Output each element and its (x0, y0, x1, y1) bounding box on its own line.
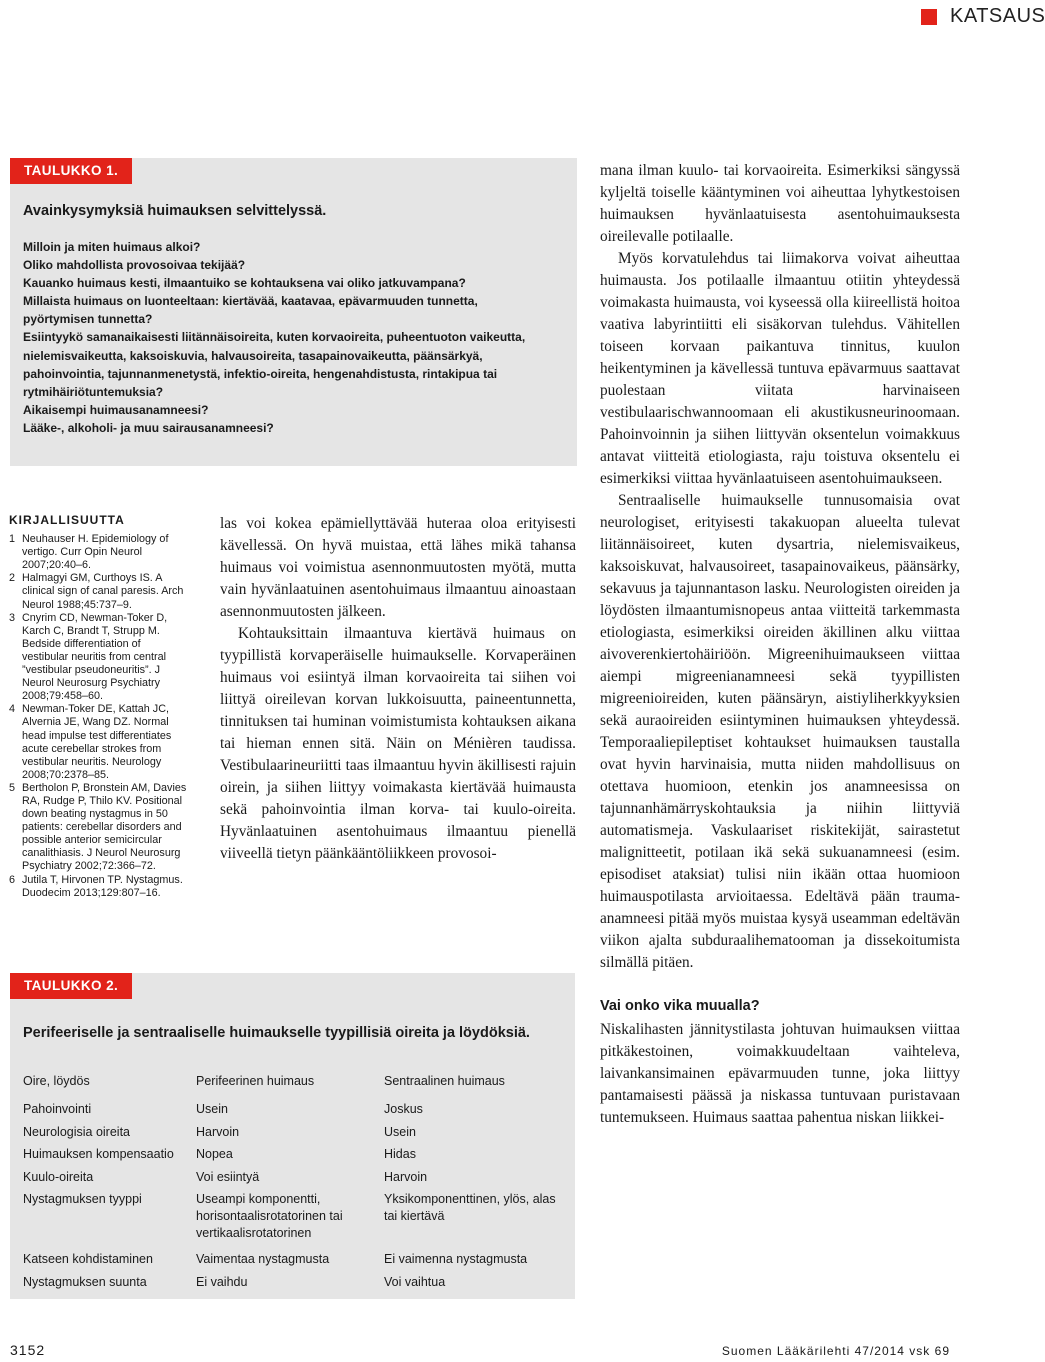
body-column-3 (600, 160, 960, 1129)
reference-item (9, 612, 189, 704)
table-cell: Vaimentaa nystagmusta (196, 1252, 330, 1266)
reference-item (9, 874, 189, 900)
table-cell: Nystagmuksen suunta (23, 1275, 147, 1289)
section-header (921, 5, 1045, 28)
table-cell: Pahoinvointi (23, 1102, 92, 1116)
reference-text: Jutila T, Hirvonen TP. Nystagmus. Duodecim 2013;129:807–16. (22, 873, 183, 899)
table-cell: Nopea (196, 1147, 233, 1161)
table-cell: Neurologisia oireita (23, 1125, 131, 1139)
table-cell: Ei vaihdu (196, 1275, 248, 1289)
body-paragraph: mana ilman kuulo- tai korvaoireita. Esimerkiksi sängyssä kyljeltä toiselle kääntyminen voi aiheuttaa lyhytkestoisen huimauksen hyvänlaatuisesta asentohuimauksesta oireilevalle potilaalle. (600, 162, 960, 245)
table-cell: Useampi komponentti, horisontaalisrotatorinen tai vertikaalisrotatorinen (196, 1192, 343, 1240)
table-cell: Ei vaimenna nystagmusta (384, 1252, 528, 1266)
table-1-box (10, 158, 577, 466)
table-2-title: Perifeeriselle ja sentraaliselle huimaukselle tyypillisiä oireita ja löydöksiä. (23, 1025, 530, 1041)
table-2-box (10, 973, 575, 1299)
question-line: Lääke-, alkoholi- ja muu sairausanamneesi? (23, 420, 274, 435)
table-row (23, 1251, 568, 1274)
header-cell: Perifeerinen huimaus (196, 1074, 315, 1088)
question-line: Millaista huimaus on luonteeltaan: kiertävää, kaatavaa, epävarmuuden tunnetta, pyörtymisen tunnetta? (23, 294, 478, 327)
reference-number: 6 (9, 873, 16, 886)
page-number: 3152 (10, 1342, 46, 1358)
journal-footer: Suomen Lääkärilehti 47/2014 vsk 69 (721, 1344, 950, 1358)
table-row (23, 1191, 568, 1251)
question-line: Kauanko huimaus kesti, ilmaantuiko se kohtauksena vai oliko jatkuvampana? (23, 276, 466, 291)
reference-item (9, 533, 189, 572)
question-line: Milloin ja miten huimaus alkoi? (23, 240, 201, 254)
body-column-2 (220, 513, 576, 865)
table-cell: Voi vaihtua (384, 1275, 446, 1289)
section-marker-icon (921, 9, 937, 25)
question-line: Aikaisempi huimausanamneesi? (23, 402, 209, 417)
table-row (23, 1146, 568, 1169)
header-cell: Oire, löydös (23, 1074, 90, 1088)
body-paragraph: Sentraaliselle huimaukselle tunnusomaisia ovat neurologiset, erityisesti takakuopan alueelta tulevat liitännäisoireet, kuten dysartria, nielemisvaikeus, kaksoiskuvat, halvausoireet, tasapainovaikeus, päänsärky, sekavuus ja tajunnantason lasku. Neurologisten oireiden ja löydösten ilmaantumisnopeus antaa viitteitä tarkemmasta etiologiasta, esimerkiksi oireiden äkillinen alku viittaa aivoverenkiertohäiriöön. Migreenihuimaukseen viittaa aiempi migreenianamneesi sekä tyypillisten migreenioireiden, kuten päänsäryn, aistiyliherkkyyksien sekä auraoireiden esiintyminen huimauksen yhteydessä. Temporaaliepileptiset kohtaukset huimauksen taustalla ovat hyvin harvinaisia, mutta niiden mahdollisuus on otettava huomioon, etenkin jos anamneesissa on tajunnanhämärryskohtauksia ja niihin liittyviä automatismeja. Vaskulaariset riskitekijät, sairastetut malignitteetit, potilaan ikä sekä sukuanamneesi (esim. episodiset ataksiat) tulisi niin ikään ottaa huomioon huimauspotilasta arvioitaessa. Edeltävä pään trauma-anamneesi pitää myös muistaa kysyä useamman edeltävän viikon ajalta subduraalihematooman ja dissekoitumista silmällä pitäen. (600, 492, 960, 971)
body-paragraph: las voi kokea epämiellyttävää huteraa oloa erityisesti kävellessä. On hyvä muistaa, että lähes mikä tahansa huimaus voi voimistua asennonmuutosten myötä, mutta vain hyvänlaatuinen asentohuimaus ilmaantuu ainoastaan asennonmuutosten jälkeen. (220, 515, 576, 620)
table-cell: Usein (384, 1125, 416, 1139)
reference-item (9, 782, 189, 874)
table-2-tag: TAULUKKO 2. (10, 973, 132, 999)
table-cell: Voi esiintyä (196, 1170, 260, 1184)
table-row (23, 1169, 568, 1191)
table-cell: Harvoin (196, 1125, 240, 1139)
table-header-row (23, 1073, 568, 1101)
section-label: KATSAUS (950, 5, 1045, 27)
reference-text: Cnyrim CD, Newman-Toker D, Karch C, Brandt T, Strupp M. Bedside differentiation of vestibular neuritis from central ”vestibular pseudoneuritis”. J Neurol Neurosurg Psychiatry 2008;79:458–60. (22, 611, 168, 703)
reference-item (9, 572, 189, 611)
table-cell: Hidas (384, 1147, 416, 1161)
table-row (23, 1274, 568, 1296)
table-cell: Katseen kohdistaminen (23, 1252, 153, 1266)
reference-number: 1 (9, 533, 16, 546)
reference-item (9, 703, 189, 782)
table-1-questions (23, 238, 551, 437)
table-1-tag: TAULUKKO 1. (10, 158, 132, 184)
reference-text: Neuhauser H. Epidemiology of vertigo. Curr Opin Neurol 2007;20:40–6. (22, 533, 169, 572)
table-cell: Nystagmuksen tyyppi (23, 1192, 142, 1206)
question-line: Esiintyykö samanaikaisesti liitännäisoireita, kuten korvaoireita, puheentuoton vaikeutta, nielemisvaikeutta, kaksoiskuvia, halvausoireita, tasapainovaikeutta, päänsärkyä, pahoinvointia, tajunnanmenetystä, infektio-oireita, hengenahdistusta, rintakipua tai rytmihäiriötuntemuksia? (23, 330, 526, 399)
table-cell: Usein (196, 1102, 228, 1116)
body-paragraph: Kohtauksittain ilmaantuva kiertävä huimaus on tyypillistä korvaperäiselle huimaukselle. Korvaperäinen huimaus voi esiintyä ilman korvaoireita tai siihen voi liittyä oireilevan korvan lukkoisuutta, paineentunnetta, tinnituksen tai huminan voimistumista kohtauksen aikana tai hieman ennen sitä. Näin on Ménièren taudissa. Vestibulaarineuriitti taas ilmaantuu hyvin äkillisesti rajuin oirein, ja siihen liittyy voimakasta kiertävää huimausta sekä pahoinvointia ilman korva- tai kuulo-oireita. Hyvänlaatuinen asentohuimaus ilmaantuu pienellä viiveellä tietyn päänkääntöliikkeen provosoi- (220, 625, 576, 862)
reference-number: 4 (9, 703, 16, 716)
table-cell: Harvoin (384, 1170, 428, 1184)
subheading: Vai onko vika muualla? (600, 998, 760, 1014)
references-heading: KIRJALLISUUTTA (9, 513, 125, 527)
table-2 (23, 1073, 568, 1296)
reference-text: Halmagyi GM, Curthoys IS. A clinical sign of canal paresis. Arch Neurol 1988;45:737–9. (22, 572, 184, 611)
reference-text: Newman-Toker DE, Kattah JC, Alvernia JE, Wang DZ. Normal head impulse test differentiates acute cerebellar strokes from vestibular neuritis. Neurology 2008;70:2378–85. (22, 703, 172, 781)
body-paragraph: Niskalihasten jännitystilasta johtuvan huimauksen viittaa pitkäkestoinen, voimakkuudeltaan vaihteleva, laivankansimainen epävarmuuden tunne, joka liittyy pantamaisesti päässä ja niskassa tuntuvaan puristavaan tuntemukseen. Huimaus saattaa pahentua niskan liikkei- (600, 1021, 960, 1126)
table-cell: Joskus (384, 1102, 423, 1116)
reference-number: 5 (9, 781, 16, 794)
table-row (23, 1101, 568, 1124)
table-1-title: Avainkysymyksiä huimauksen selvittelyssä. (23, 203, 327, 219)
references (9, 514, 189, 900)
reference-number: 3 (9, 611, 16, 624)
table-cell: Yksikomponenttinen, ylös, alas tai kiertävä (384, 1192, 556, 1223)
reference-number: 2 (9, 572, 16, 585)
table-row (23, 1124, 568, 1146)
reference-text: Bertholon P, Bronstein AM, Davies RA, Rudge P, Thilo KV. Positional down beating nystagmus in 50 patients: cerebellar disorders and possible anterior semicircular canalithiasis. J Neurol Neurosurg Psychiatry 2002;72:366–72. (22, 781, 187, 873)
body-paragraph: Myös korvatulehdus tai liimakorva voivat aiheuttaa huimausta. Jos potilaalle ilmaantuu otiitin yhteydessä voimakasta huimausta, voi kyseessä olla kiireellistä hoitoa vaativa labyrintiitti eli sisäkorvan tulehdus. Vähitellen toiseen korvaan paikantuva tinnitus, kuulon heikentyminen ja kävellessä tuntuva epävarmuus saattavat puolestaan viitata harvinaiseen vestibulaarischwannoomaan eli akustikusneurinoomaan. Pahoinvoinnin ja siihen liittyvän oksentelun voimakkuus antavat viitteitä etiologiasta, raju toistuva oksentelu ei esimerkiksi viittaa hyvänlaatuiseen asentohuimaukseen. (600, 250, 960, 487)
table-cell: Huimauksen kompensaatio (23, 1147, 174, 1161)
table-cell: Kuulo-oireita (23, 1170, 94, 1184)
question-line: Oliko mahdollista provosoivaa tekijää? (23, 258, 246, 273)
header-cell: Sentraalinen huimaus (384, 1074, 505, 1088)
